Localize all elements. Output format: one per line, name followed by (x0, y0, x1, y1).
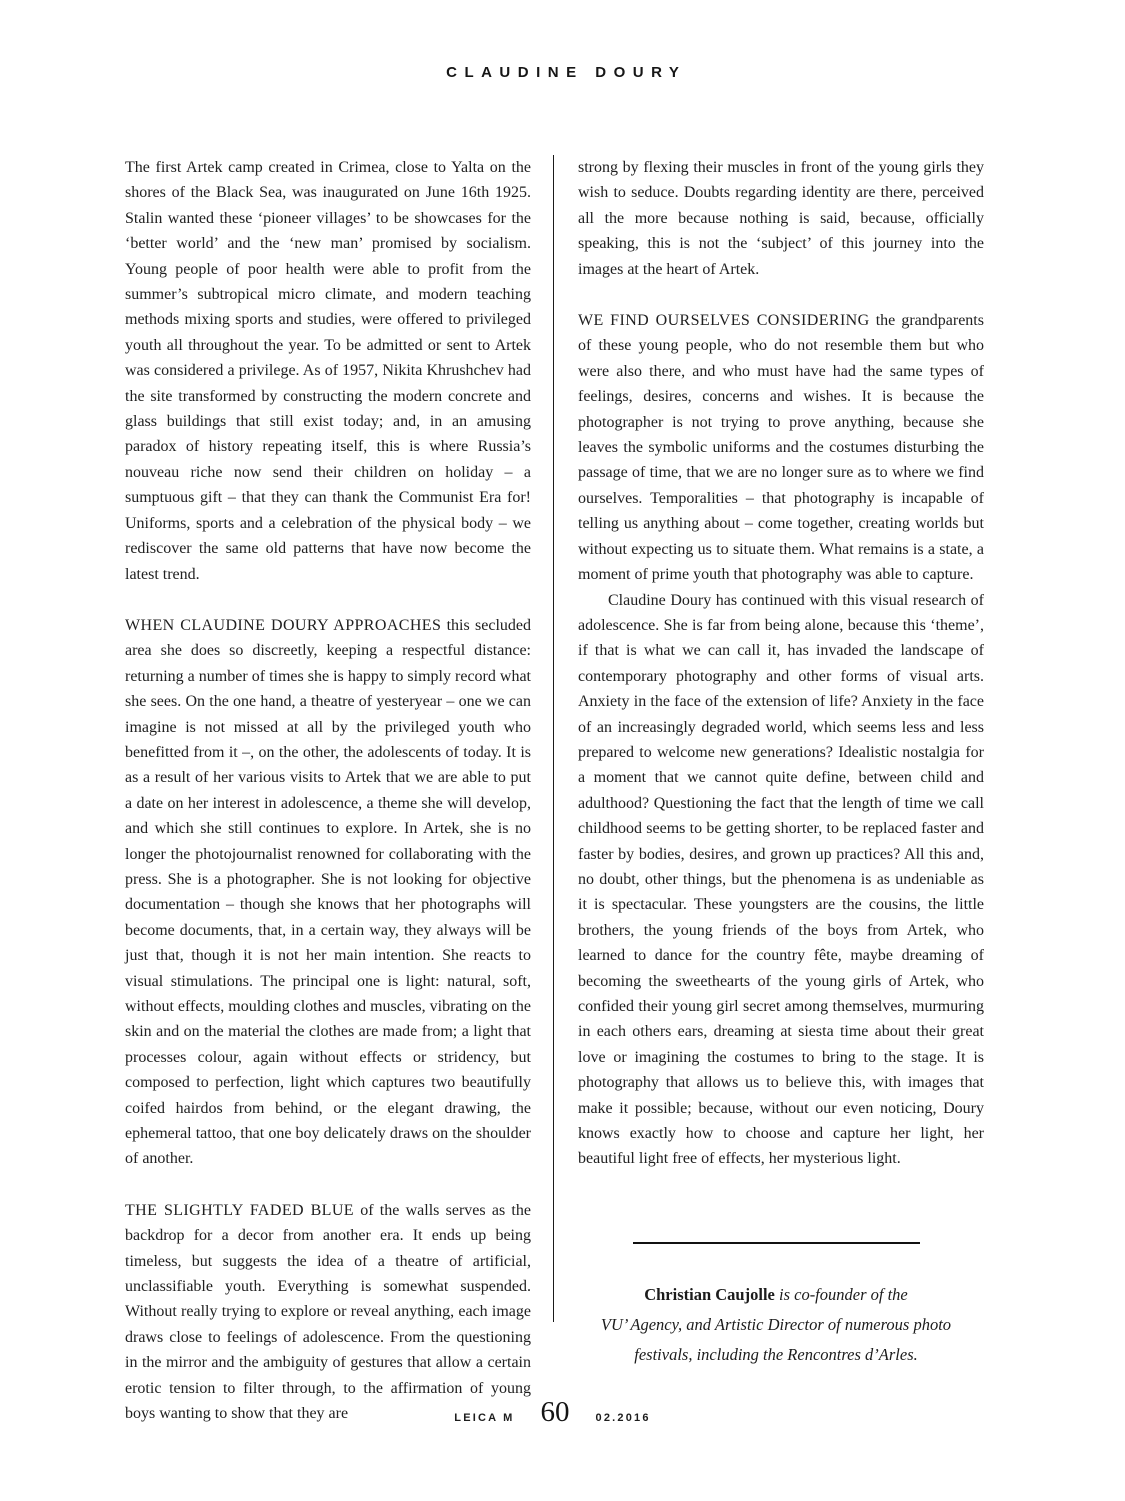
credit-text: festivals, including the Rencontres d’Arles. (634, 1345, 918, 1364)
column-divider-line (553, 155, 554, 1322)
magazine-name: LEICA M (454, 1412, 515, 1424)
credit-text: is co-founder of the (774, 1285, 908, 1304)
left-column (125, 155, 531, 1427)
paragraph-visual-research (578, 588, 984, 1172)
credit-line (560, 1310, 992, 1340)
paragraph-text: the grandparents of these young people, who do not resemble them but who were also there, and who must have had the same types of feelings, desires, concerns and wishes. It is because the photographer is not trying to prove anything, because she leaves the symbolic uniforms and the costumes disturbing the passage of time, that we are no longer sure as to where we find ourselves. Temporalities – that photography is incapable of telling us anything about – come together, creating worlds but without expecting us to situate them. What remains is a state, a moment of prime youth that photography was able to capture. (578, 312, 984, 584)
credit-author-name: Christian Caujolle (644, 1285, 775, 1304)
issue-date: 02.2016 (595, 1412, 651, 1424)
paragraph-grandparents (578, 308, 984, 587)
credit-text: VU’ Agency, and Artistic Director of numerous photo (600, 1315, 952, 1334)
paragraph-lead-caps: WHEN CLAUDINE DOURY APPROACHES (125, 616, 442, 634)
page-title: CLAUDINE DOURY (446, 64, 687, 81)
paragraph-doury-approach (125, 613, 531, 1172)
paragraph-faded-blue (125, 1198, 531, 1427)
page-footer (0, 1396, 1105, 1429)
paragraph-text: strong by flexing their muscles in front of the young girls they wish to seduce. Doubts regarding identity are there, perceived all the more because nothing is said, because, officially speaking, this is not the ‘subject’ of this journey into the images at the heart of Artek. (578, 159, 984, 278)
credit-divider-line (633, 1242, 920, 1244)
paragraph-text: The first Artek camp created in Crimea, close to Yalta on the shores of the Black Sea, was inaugurated on June 16th 1925. Stalin wanted these ‘pioneer villages’ to be showcases for the ‘better world’ and the ‘new man’ promised by socialism. Young people of poor health were able to profit from the summer’s subtropical micro climate, and modern teaching methods mixing sports and studies, were offered to privileged youth all throughout the year. To be admitted or sent to Artek was considered a privilege. As of 1957, Nikita Khrushchev had the site transformed by constructing the modern concrete and glass buildings that still exist today; and, in an amusing paradox of history repeating itself, this is where Russia’s nouveau riche now send their children on holiday – a sumptuous gift – that they can thank the Communist Era for! Uniforms, sports and a celebration of the physical body – we rediscover the same old patterns that have now become the latest trend. (125, 159, 531, 583)
paragraph-muscles-continued (578, 155, 984, 282)
author-credit (560, 1280, 992, 1370)
paragraph-text: of the walls serves as the backdrop for a decor from another era. It ends up being timeless, but suggests the idea of a theatre of artificial, unclassifiable youth. Everything is somewhat suspended. Without really trying to explore or reveal anything, each image draws close to feelings of adolescence. From the questioning in the mirror and the ambiguity of gestures that allow a certain erotic tension to filter through, to the affirmation of young boys wanting to show that they are (125, 1201, 531, 1423)
paragraph-artek-history (125, 155, 531, 587)
right-column (578, 155, 984, 1172)
paragraph-text: this secluded area she does so discreetly, keeping a respectful distance: returning a number of times she is happy to simply record what she sees. On the one hand, a theatre of yesteryear – one we can imagine is not missed at all by the privileged youth who benefitted from it –, on the other, the adolescents of today. It is as a result of her various visits to Artek that we are able to put a date on her interest in adolescence, a theme she will develop, and which she still continues to explore. In Artek, she is no longer the photojournalist renowned for collaborating with the press. She is a photographer. She is not looking for objective documentation – though she knows that her photographs will become documents, that, in a certain way, they always will be just that, though it is not her main intention. She reacts to visual stimulations. The principal one is light: natural, soft, without effects, moulding clothes and muscles, vibrating on the skin and on the material the clothes are made from; a light that processes colour, again without effects or stridency, but composed to perfection, light which captures two beautifully coifed hairdos from behind, or the elegant drawing, the ephemeral tattoo, that one boy delicately draws on the shoulder of another. (125, 616, 532, 1168)
page-number: 60 (540, 1396, 570, 1428)
paragraph-text: Claudine Doury has continued with this visual research of adolescence. She is far from being alone, because this ‘theme’, if that is what we can call it, has invaded the landscape of contemporary photography and other forms of visual arts. Anxiety in the face of the extension of life? Anxiety in the face of an increasingly degraded world, which seems less and less prepared to welcome new generations? Idealistic nostalgia for a moment that we cannot quite define, between child and adulthood? Questioning the fact that the length of time we call childhood seems to be getting shorter, to be replaced faster and faster by bodies, desires, and grown up practices? All this and, no doubt, other things, but the phenomena is as undeniable as it is spectacular. These youngsters are the cousins, the little brothers, the young friends of the boys from Artek, who learned to dance for the country fête, maybe dreaming of becoming the sweethearts of the young girls of Artek, who confided their young girl secret among themselves, murmuring in each others ears, dreaming at siesta time about their great love or imagining the costumes to bring to the stage. It is photography that allows us to believe this, with images that make it possible; because, without our even noticing, Doury knows exactly how to choose and capture her light, her beautiful light free of effects, her mysterious light. (578, 591, 984, 1168)
credit-line (560, 1280, 992, 1310)
credit-line (560, 1340, 992, 1370)
paragraph-lead-caps: WE FIND OURSELVES CONSIDERING (578, 312, 870, 330)
paragraph-lead-caps: THE SLIGHTLY FADED BLUE (125, 1201, 354, 1219)
